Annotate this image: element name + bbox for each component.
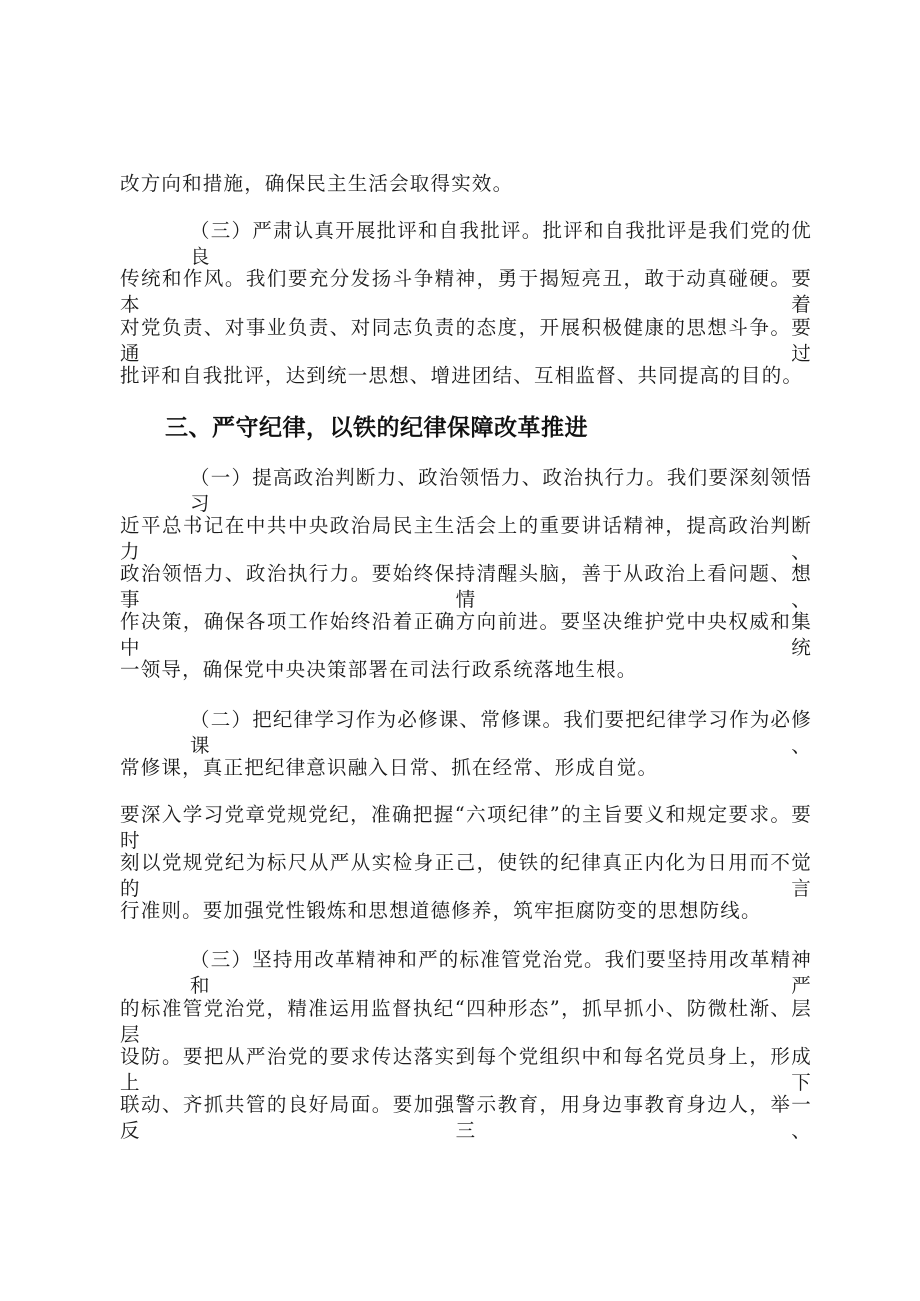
paragraph-line: 一领导，确保党中央决策部署在司法行政系统落地生根。 bbox=[120, 658, 638, 681]
paragraph-line: 联动、齐抓共管的良好局面。要加强警示教育，用身边事教育身边人，举一反三、 bbox=[120, 1093, 812, 1142]
paragraph-line: 常修课，真正把纪律意识融入日常、抓在经常、形成自觉。 bbox=[120, 756, 659, 779]
paragraph-line: （三）严肃认真开展批评和自我批评。批评和自我批评是我们党的优良 bbox=[190, 219, 812, 268]
paragraph-line: （三）坚持用改革精神和严的标准管党治党。我们要坚持用改革精神和严 bbox=[190, 948, 812, 997]
paragraph-line: 的标准管党治党，精准运用监督执纪“四种形态”，抓早抓小、防微杜渐、层层 bbox=[120, 997, 812, 1046]
paragraph-line: 传统和作风。我们要充分发扬斗争精神，勇于揭短亮丑，敢于动真碰硬。要本着 bbox=[120, 267, 812, 316]
paragraph-line: 设防。要把从严治党的要求传达落实到每个党组织中和每名党员身上，形成上下 bbox=[120, 1045, 812, 1094]
paragraph-line: （二）把纪律学习作为必修课、常修课。我们要把纪律学习作为必修课、 bbox=[190, 708, 812, 757]
paragraph-line: 刻以党规党纪为标尺从严从实检身正己，使铁的纪律真正内化为日用而不觉的言 bbox=[120, 851, 812, 900]
paragraph-line: 对党负责、对事业负责、对同志负责的态度，开展积极健康的思想斗争。要通过 bbox=[120, 316, 812, 365]
paragraph-line: 行准则。要加强党性锻炼和思想道德修养，筑牢拒腐防变的思想防线。 bbox=[120, 899, 762, 922]
paragraph-line: 作决策，确保各项工作始终沿着正确方向前进。要坚决维护党中央权威和集中统 bbox=[120, 610, 812, 659]
paragraph-line: 批评和自我批评，达到统一思想、增进团结、互相监督、共同提高的目的。 bbox=[120, 364, 804, 387]
paragraph-line: 近平总书记在中共中央政治局民主生活会上的重要讲话精神，提高政治判断力、 bbox=[120, 514, 812, 563]
paragraph-line: 要深入学习党章党规党纪，准确把握“六项纪律”的主旨要义和规定要求。要时 bbox=[120, 803, 812, 852]
section-heading: 三、严守纪律，以铁的纪律保障改革推进 bbox=[165, 415, 588, 441]
paragraph-line: 政治领悟力、政治执行力。要始终保持清醒头脑，善于从政治上看问题、想事情、 bbox=[120, 562, 812, 611]
paragraph-line: （一）提高政治判断力、政治领悟力、政治执行力。我们要深刻领悟习 bbox=[190, 466, 812, 515]
paragraph-line: 改方向和措施，确保民主生活会取得实效。 bbox=[120, 172, 514, 195]
